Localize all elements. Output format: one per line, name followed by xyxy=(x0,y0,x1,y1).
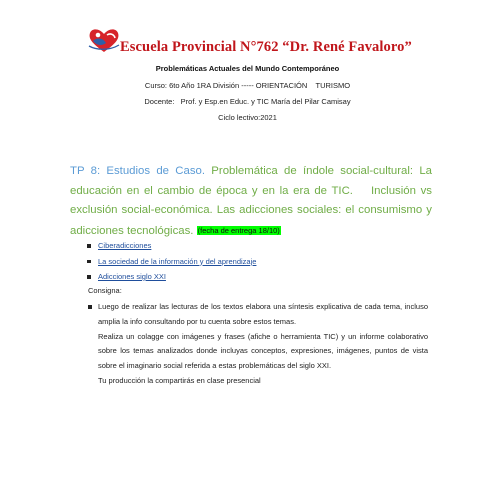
link-adicciones-siglo-xxi[interactable]: Adicciones siglo XXI xyxy=(98,272,166,281)
assignment-heading xyxy=(70,162,432,241)
consigna-label: Consigna: xyxy=(88,286,122,295)
assignment-topic-part1: Problemática de índole social-cultural: La educación en el cambio de época y en la era de TIC. xyxy=(70,165,433,197)
instruction-paragraph-3: Tu producción la compartirás en clase presencial xyxy=(98,375,261,385)
list-item xyxy=(88,241,256,257)
assignment-topic-part2: Inclusión vs exclusión social-económica. Las adicciones sociales: el consumismo y adicciones tecnológicas. xyxy=(70,184,433,237)
link-sociedad-informacion[interactable]: La sociedad de la información y del aprendizaje xyxy=(98,256,257,266)
reading-links-list xyxy=(88,241,256,288)
due-date-badge: (fecha de entrega 18/10) xyxy=(197,225,280,235)
school-logo-icon xyxy=(87,26,121,54)
link-ciberadicciones[interactable]: Ciberadicciones xyxy=(98,241,152,250)
bullet-icon xyxy=(88,305,92,309)
instruction-paragraph-2: Realiza un colagge con imágenes y frases (afiche o herramienta TIC) y un informe colaborativo sobre los temas analizados donde incluyas conceptos, expresiones, imágenes, puntos de vista sobre el imaginario social referida a estas problemáticas del siglo XXI. xyxy=(98,331,428,371)
teacher-line: Docente: Prof. y Esp.en Educ. y TIC María del Pilar Camisay xyxy=(144,97,351,106)
assignment-label: TP 8: Estudios de Caso. xyxy=(70,165,206,177)
cycle-line: Ciclo lectivo:2021 xyxy=(218,113,277,122)
subject-title: Problemáticas Actuales del Mundo Contemporáneo xyxy=(155,64,340,73)
course-line: Curso: 6to Año 1RA División ----- ORIENTACIÓN TURISMO xyxy=(144,81,351,90)
list-item xyxy=(88,257,256,273)
school-title: Escuela Provincial N°762 “Dr. René Favaloro” xyxy=(120,39,412,55)
instructions-block xyxy=(98,300,428,389)
instruction-paragraph-1: Luego de realizar las lecturas de los textos elabora una síntesis explicativa de cada tema, incluso amplia la info consultando por tu cuenta sobre estos temas. xyxy=(98,302,428,326)
